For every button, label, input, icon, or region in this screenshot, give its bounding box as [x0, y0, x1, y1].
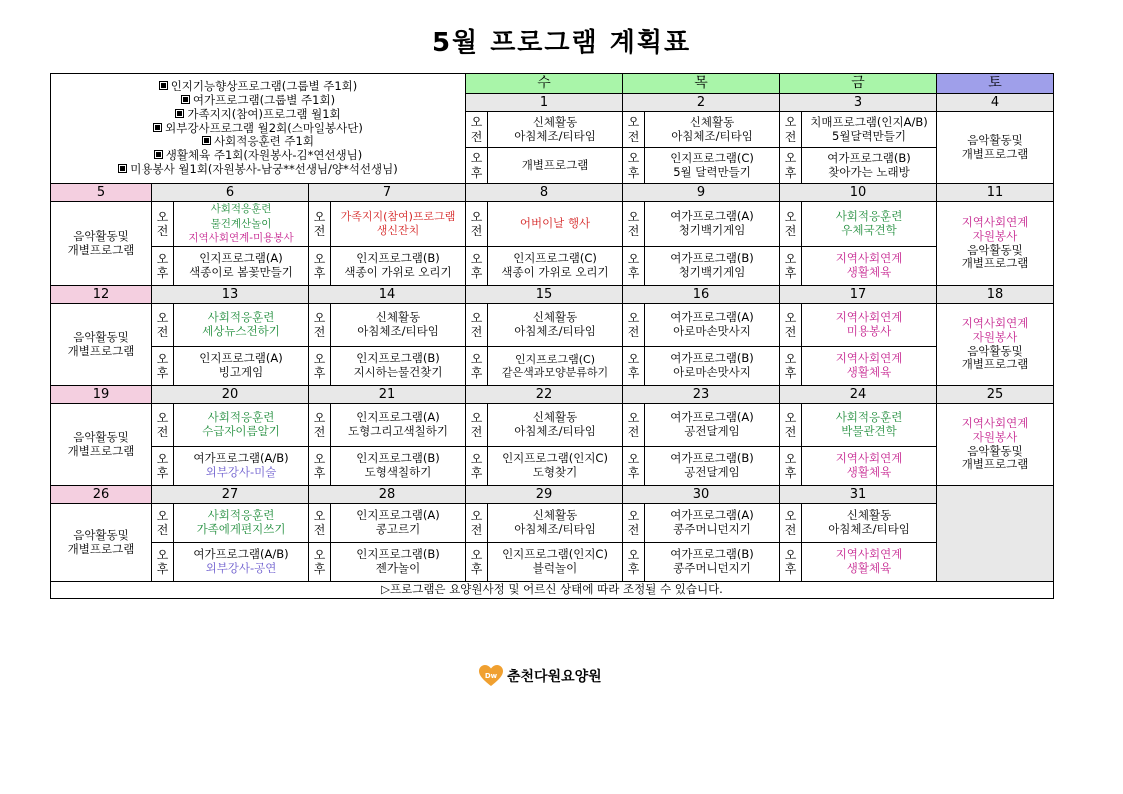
- sunday-program: 음악활동및 개별프로그램: [51, 304, 152, 386]
- date-number: 9: [623, 184, 780, 202]
- pm-label: 오 후: [780, 148, 802, 184]
- pm-label: 오 후: [152, 347, 174, 386]
- saturday-program: 지역사회연계 자원봉사 음악활동및 개별프로그램: [937, 304, 1054, 386]
- checkbox-icon: [118, 164, 127, 173]
- am-program: 여가프로그램(A) 청기백기게임: [645, 202, 780, 247]
- date-number: 31: [780, 486, 937, 504]
- am-program: 사회적응훈련 우체국견학: [802, 202, 937, 247]
- info-item: 생활체육 주1회(자원봉사-김*연선생님): [51, 149, 465, 163]
- am-program: 여가프로그램(A) 콩주머니던지기: [645, 504, 780, 543]
- pm-program: 인지프로그램(C) 색종이 가위로 오리기: [488, 247, 623, 286]
- am-program: 지역사회연계 미용봉사: [802, 304, 937, 347]
- am-label: 오 전: [466, 304, 488, 347]
- saturday-program: 지역사회연계 자원봉사 음악활동및 개별프로그램: [937, 202, 1054, 286]
- info-item: 가족지지(참여)프로그램 월1회: [51, 108, 465, 122]
- logo-text: 춘천다원요양원: [507, 669, 602, 685]
- am-program: 신체활동 아침체조/티타임: [488, 304, 623, 347]
- am-program: 치매프로그램(인지A/B) 5월달력만들기: [802, 112, 937, 148]
- date-number: 16: [623, 286, 780, 304]
- pm-program: 개별프로그램: [488, 148, 623, 184]
- am-label: 오 전: [623, 112, 645, 148]
- sunday-program: 음악활동및 개별프로그램: [51, 404, 152, 486]
- am-label: 오 전: [780, 404, 802, 447]
- pm-label: 오 후: [309, 543, 331, 582]
- pm-program: 여가프로그램(B) 찾아가는 노래방: [802, 148, 937, 184]
- pm-label: 오 후: [623, 447, 645, 486]
- day-header-thu: 목: [623, 74, 780, 94]
- day-header-wed: 수: [466, 74, 623, 94]
- pm-program: 인지프로그램(A) 빙고게임: [174, 347, 309, 386]
- date-number: 7: [309, 184, 466, 202]
- date-number: 27: [152, 486, 309, 504]
- am-program: 사회적응훈련 박물관견학: [802, 404, 937, 447]
- pm-program: 인지프로그램(B) 지시하는물건찾기: [331, 347, 466, 386]
- am-label: 오 전: [780, 504, 802, 543]
- pm-label: 오 후: [466, 543, 488, 582]
- checkbox-icon: [159, 81, 168, 90]
- date-number: 3: [780, 94, 937, 112]
- date-number: 5: [51, 184, 152, 202]
- pm-program: 인지프로그램(C) 같은색과모양분류하기: [488, 347, 623, 386]
- pm-label: 오 후: [780, 247, 802, 286]
- date-number: 10: [780, 184, 937, 202]
- am-label: 오 전: [309, 202, 331, 247]
- info-item: 사회적응훈련 주1회: [51, 135, 465, 149]
- am-program: 어버이날 행사: [488, 202, 623, 247]
- am-program: 사회적응훈련 물건계산놀이 지역사회연계-미용봉사: [174, 202, 309, 247]
- pm-program: 인지프로그램(B) 색종이 가위로 오리기: [331, 247, 466, 286]
- am-label: 오 전: [780, 112, 802, 148]
- pm-label: 오 후: [623, 148, 645, 184]
- sunday-program: 음악활동및 개별프로그램: [51, 202, 152, 286]
- info-item: 여가프로그램(그룹별 주1회): [51, 94, 465, 108]
- date-number: 18: [937, 286, 1054, 304]
- date-number: 28: [309, 486, 466, 504]
- day-header-sat: 토: [937, 74, 1054, 94]
- date-number: 29: [466, 486, 623, 504]
- saturday-program: 지역사회연계 자원봉사 음악활동및 개별프로그램: [937, 404, 1054, 486]
- date-number: 8: [466, 184, 623, 202]
- pm-program: 지역사회연계 생활체육: [802, 543, 937, 582]
- am-label: 오 전: [309, 504, 331, 543]
- empty-cell: [937, 486, 1054, 582]
- date-number: 24: [780, 386, 937, 404]
- date-number: 25: [937, 386, 1054, 404]
- checkbox-icon: [181, 95, 190, 104]
- pm-label: 오 후: [466, 148, 488, 184]
- program-info-list: [51, 74, 466, 184]
- checkbox-icon: [202, 136, 211, 145]
- am-label: 오 전: [466, 404, 488, 447]
- date-number: 22: [466, 386, 623, 404]
- info-item: 인지기능향상프로그램(그룹별 주1회): [51, 80, 465, 94]
- date-number: 12: [51, 286, 152, 304]
- pm-label: 오 후: [780, 347, 802, 386]
- am-program: 신체활동 아침체조/티타임: [488, 112, 623, 148]
- am-program: 인지프로그램(A) 도형그리고색칠하기: [331, 404, 466, 447]
- checkbox-icon: [154, 150, 163, 159]
- pm-label: 오 후: [780, 543, 802, 582]
- date-number: 1: [466, 94, 623, 112]
- pm-program: 인지프로그램(B) 도형색칠하기: [331, 447, 466, 486]
- pm-program: 지역사회연계 생활체육: [802, 447, 937, 486]
- pm-program: 인지프로그램(A) 색종이로 봄꽃만들기: [174, 247, 309, 286]
- sunday-program: 음악활동및 개별프로그램: [51, 504, 152, 582]
- pm-label: 오 후: [623, 347, 645, 386]
- pm-label: 오 후: [466, 247, 488, 286]
- logo: [478, 664, 602, 688]
- date-number: 30: [623, 486, 780, 504]
- pm-program: 지역사회연계 생활체육: [802, 247, 937, 286]
- am-program: 신체활동 아침체조/티타임: [802, 504, 937, 543]
- am-label: 오 전: [623, 304, 645, 347]
- footer-note: ▷프로그램은 요양원사정 및 어르신 상태에 따라 조정될 수 있습니다.: [51, 582, 1054, 599]
- am-program: 사회적응훈련 가족에게편지쓰기: [174, 504, 309, 543]
- date-number: 26: [51, 486, 152, 504]
- am-program: 신체활동 아침체조/티타임: [331, 304, 466, 347]
- svg-text:Dw: Dw: [484, 672, 498, 680]
- pm-program: 인지프로그램(B) 젠가놀이: [331, 543, 466, 582]
- checkbox-icon: [153, 123, 162, 132]
- date-number: 15: [466, 286, 623, 304]
- heart-icon: [478, 664, 504, 688]
- pm-label: 오 후: [780, 447, 802, 486]
- am-label: 오 전: [623, 504, 645, 543]
- am-label: 오 전: [152, 304, 174, 347]
- date-number: 20: [152, 386, 309, 404]
- pm-label: 오 후: [309, 447, 331, 486]
- date-number: 2: [623, 94, 780, 112]
- am-label: 오 전: [780, 202, 802, 247]
- am-label: 오 전: [309, 404, 331, 447]
- day-header-fri: 금: [780, 74, 937, 94]
- info-item: 미용봉사 월1회(자원봉사-남궁**선생님/양*석선생님): [51, 163, 465, 177]
- am-label: 오 전: [309, 304, 331, 347]
- am-program: 여가프로그램(A) 공전달게임: [645, 404, 780, 447]
- date-number: 19: [51, 386, 152, 404]
- am-label: 오 전: [466, 202, 488, 247]
- pm-program: 여가프로그램(A/B) 외부강사-미술: [174, 447, 309, 486]
- am-label: 오 전: [466, 504, 488, 543]
- am-program: 가족지지(참여)프로그램 생신잔치: [331, 202, 466, 247]
- pm-program: 인지프로그램(인지C) 도형찾기: [488, 447, 623, 486]
- pm-label: 오 후: [309, 347, 331, 386]
- am-label: 오 전: [152, 404, 174, 447]
- date-number: 14: [309, 286, 466, 304]
- am-program: 인지프로그램(A) 콩고르기: [331, 504, 466, 543]
- pm-program: 여가프로그램(B) 청기백기게임: [645, 247, 780, 286]
- date-number: 17: [780, 286, 937, 304]
- date-number: 23: [623, 386, 780, 404]
- pm-program: 여가프로그램(B) 아로마손맛사지: [645, 347, 780, 386]
- date-number: 6: [152, 184, 309, 202]
- checkbox-icon: [175, 109, 184, 118]
- am-label: 오 전: [152, 504, 174, 543]
- pm-program: 여가프로그램(A/B) 외부강사-공연: [174, 543, 309, 582]
- pm-label: 오 후: [152, 447, 174, 486]
- pm-label: 오 후: [152, 247, 174, 286]
- date-number: 13: [152, 286, 309, 304]
- am-label: 오 전: [623, 202, 645, 247]
- am-program: 신체활동 아침체조/티타임: [488, 504, 623, 543]
- date-number: 11: [937, 184, 1054, 202]
- pm-label: 오 후: [623, 543, 645, 582]
- am-label: 오 전: [466, 112, 488, 148]
- am-program: 사회적응훈련 세상뉴스전하기: [174, 304, 309, 347]
- date-number: 4: [937, 94, 1054, 112]
- pm-label: 오 후: [466, 447, 488, 486]
- pm-label: 오 후: [152, 543, 174, 582]
- am-program: 신체활동 아침체조/티타임: [645, 112, 780, 148]
- pm-program: 여가프로그램(B) 콩주머니던지기: [645, 543, 780, 582]
- am-label: 오 전: [623, 404, 645, 447]
- am-program: 사회적응훈련 수급자이름알기: [174, 404, 309, 447]
- page-title: 5월 프로그램 계획표: [431, 28, 692, 58]
- pm-label: 오 후: [623, 247, 645, 286]
- pm-label: 오 후: [466, 347, 488, 386]
- saturday-program: 음악활동및 개별프로그램: [937, 112, 1054, 184]
- am-label: 오 전: [780, 304, 802, 347]
- am-program: 신체활동 아침체조/티타임: [488, 404, 623, 447]
- pm-program: 지역사회연계 생활체육: [802, 347, 937, 386]
- am-program: 여가프로그램(A) 아로마손맛사지: [645, 304, 780, 347]
- pm-program: 여가프로그램(B) 공전달게임: [645, 447, 780, 486]
- pm-program: 인지프로그램(인지C) 블럭놀이: [488, 543, 623, 582]
- program-calendar-table: [50, 73, 1054, 599]
- date-number: 21: [309, 386, 466, 404]
- am-label: 오 전: [152, 202, 174, 247]
- pm-label: 오 후: [309, 247, 331, 286]
- info-item: 외부강사프로그램 월2회(스마일봉사단): [51, 122, 465, 136]
- pm-program: 인지프로그램(C) 5월 달력만들기: [645, 148, 780, 184]
